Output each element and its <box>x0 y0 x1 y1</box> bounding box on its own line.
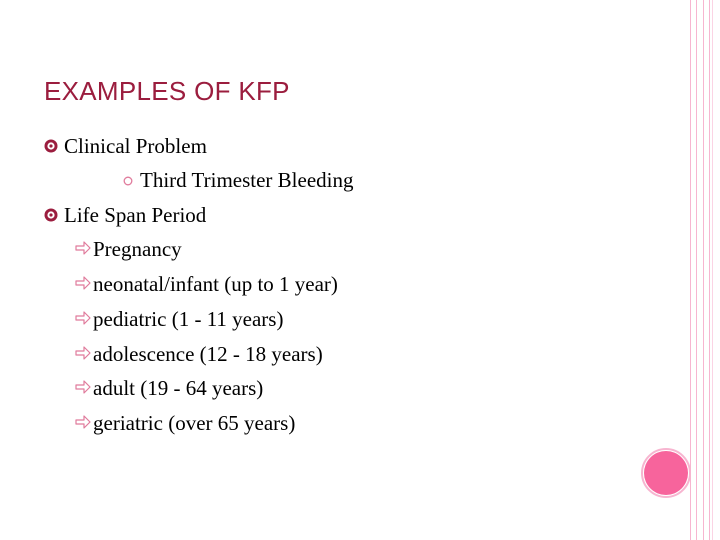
arrow-bullet-icon <box>75 346 91 360</box>
bullet-pediatric: pediatric (1 - 11 years) <box>93 307 284 331</box>
arrow-bullet-icon <box>75 311 91 325</box>
arrow-bullet-icon <box>75 380 91 394</box>
bullet-neonatal-infant: neonatal/infant (up to 1 year) <box>93 272 338 296</box>
bullet-life-span-period: Life Span Period <box>64 203 207 227</box>
bullet-clinical-problem: Clinical Problem <box>64 134 207 158</box>
decorative-frame-line <box>709 0 710 540</box>
circle-bullet-icon <box>123 176 133 186</box>
decorative-frame-line <box>690 0 691 540</box>
bullet-pregnancy: Pregnancy <box>93 237 182 261</box>
gear-bullet-icon <box>44 139 58 153</box>
bullet-adult: adult (19 - 64 years) <box>93 376 264 400</box>
bullet-geriatric: geriatric (over 65 years) <box>93 411 296 435</box>
decorative-frame-line <box>703 0 704 540</box>
arrow-bullet-icon <box>75 241 91 255</box>
arrow-bullet-icon <box>75 415 91 429</box>
bullet-third-trimester-bleeding: Third Trimester Bleeding <box>140 168 354 192</box>
arrow-bullet-icon <box>75 276 91 290</box>
bullet-adolescence: adolescence (12 - 18 years) <box>93 342 323 366</box>
gear-bullet-icon <box>44 208 58 222</box>
slide-title: EXAMPLES OF KFP <box>44 76 290 106</box>
decorative-frame-line <box>712 0 713 540</box>
decorative-frame-line <box>696 0 697 540</box>
decorative-dot <box>644 451 688 495</box>
